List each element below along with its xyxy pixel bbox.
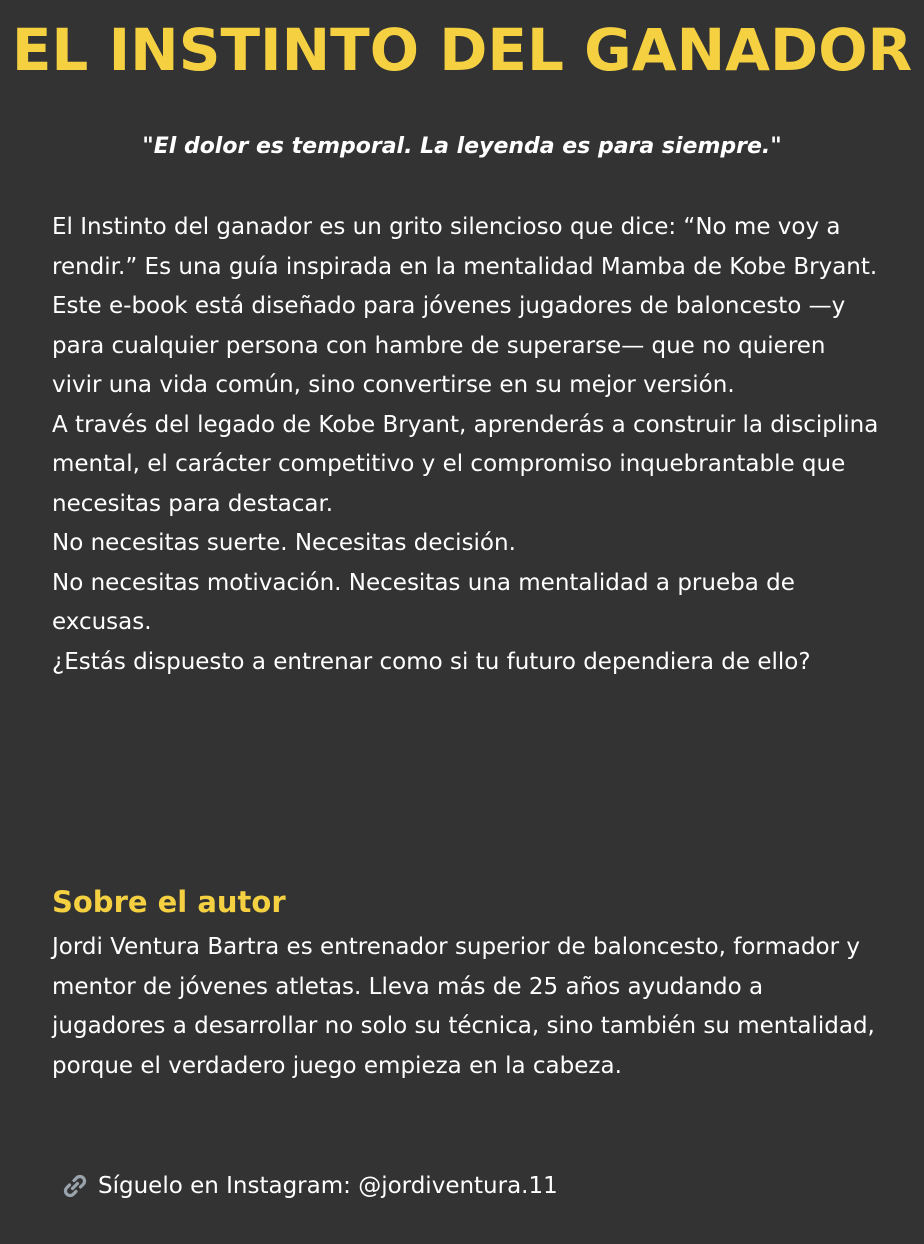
description-paragraph: No necesitas suerte. Necesitas decisión. (52, 530, 516, 556)
link-icon (60, 1171, 90, 1201)
description-paragraph: No necesitas motivación. Necesitas una mentalidad a prueba de excusas. (52, 569, 795, 635)
description-paragraph: ¿Estás dispuesto a entrenar como si tu futuro dependiera de ello? (52, 648, 811, 675)
page-title: EL INSTINTO DEL GANADOR (11, 16, 913, 84)
book-quote: "El dolor es temporal. La leyenda es para siempre." (142, 134, 782, 159)
description-paragraph: El Instinto del ganador es un grito silencioso que dice: “No me voy a rendir.” Es una guía inspirada en la mentalidad Mamba de Kobe Bryant. (52, 214, 878, 280)
instagram-link-text[interactable]: Síguelo en Instagram: @jordiventura.11 (98, 1173, 558, 1199)
instagram-link[interactable] (60, 1166, 558, 1206)
author-bio: Jordi Ventura Bartra es entrenador superior de baloncesto, formador y mentor de jóvenes atletas. Lleva más de 25 años ayudando a jugadores a desarrollar no solo su técnica, sino también su mentalidad, porque el verdadero juego empieza en la cabeza. (52, 934, 875, 1079)
description-paragraph: Este e-book está diseñado para jóvenes jugadores de baloncesto —y para cualquier persona con hambre de superarse— que no quieren vivir una vida común, sino convertirse en su mejor versión. (52, 293, 846, 398)
author-heading: Sobre el autor (52, 885, 286, 919)
description-paragraph: A través del legado de Kobe Bryant, aprenderás a construir la disciplina mental, el carácter competitivo y el compromiso inquebrantable que necesitas para destacar. (52, 411, 879, 517)
book-description (52, 208, 882, 682)
